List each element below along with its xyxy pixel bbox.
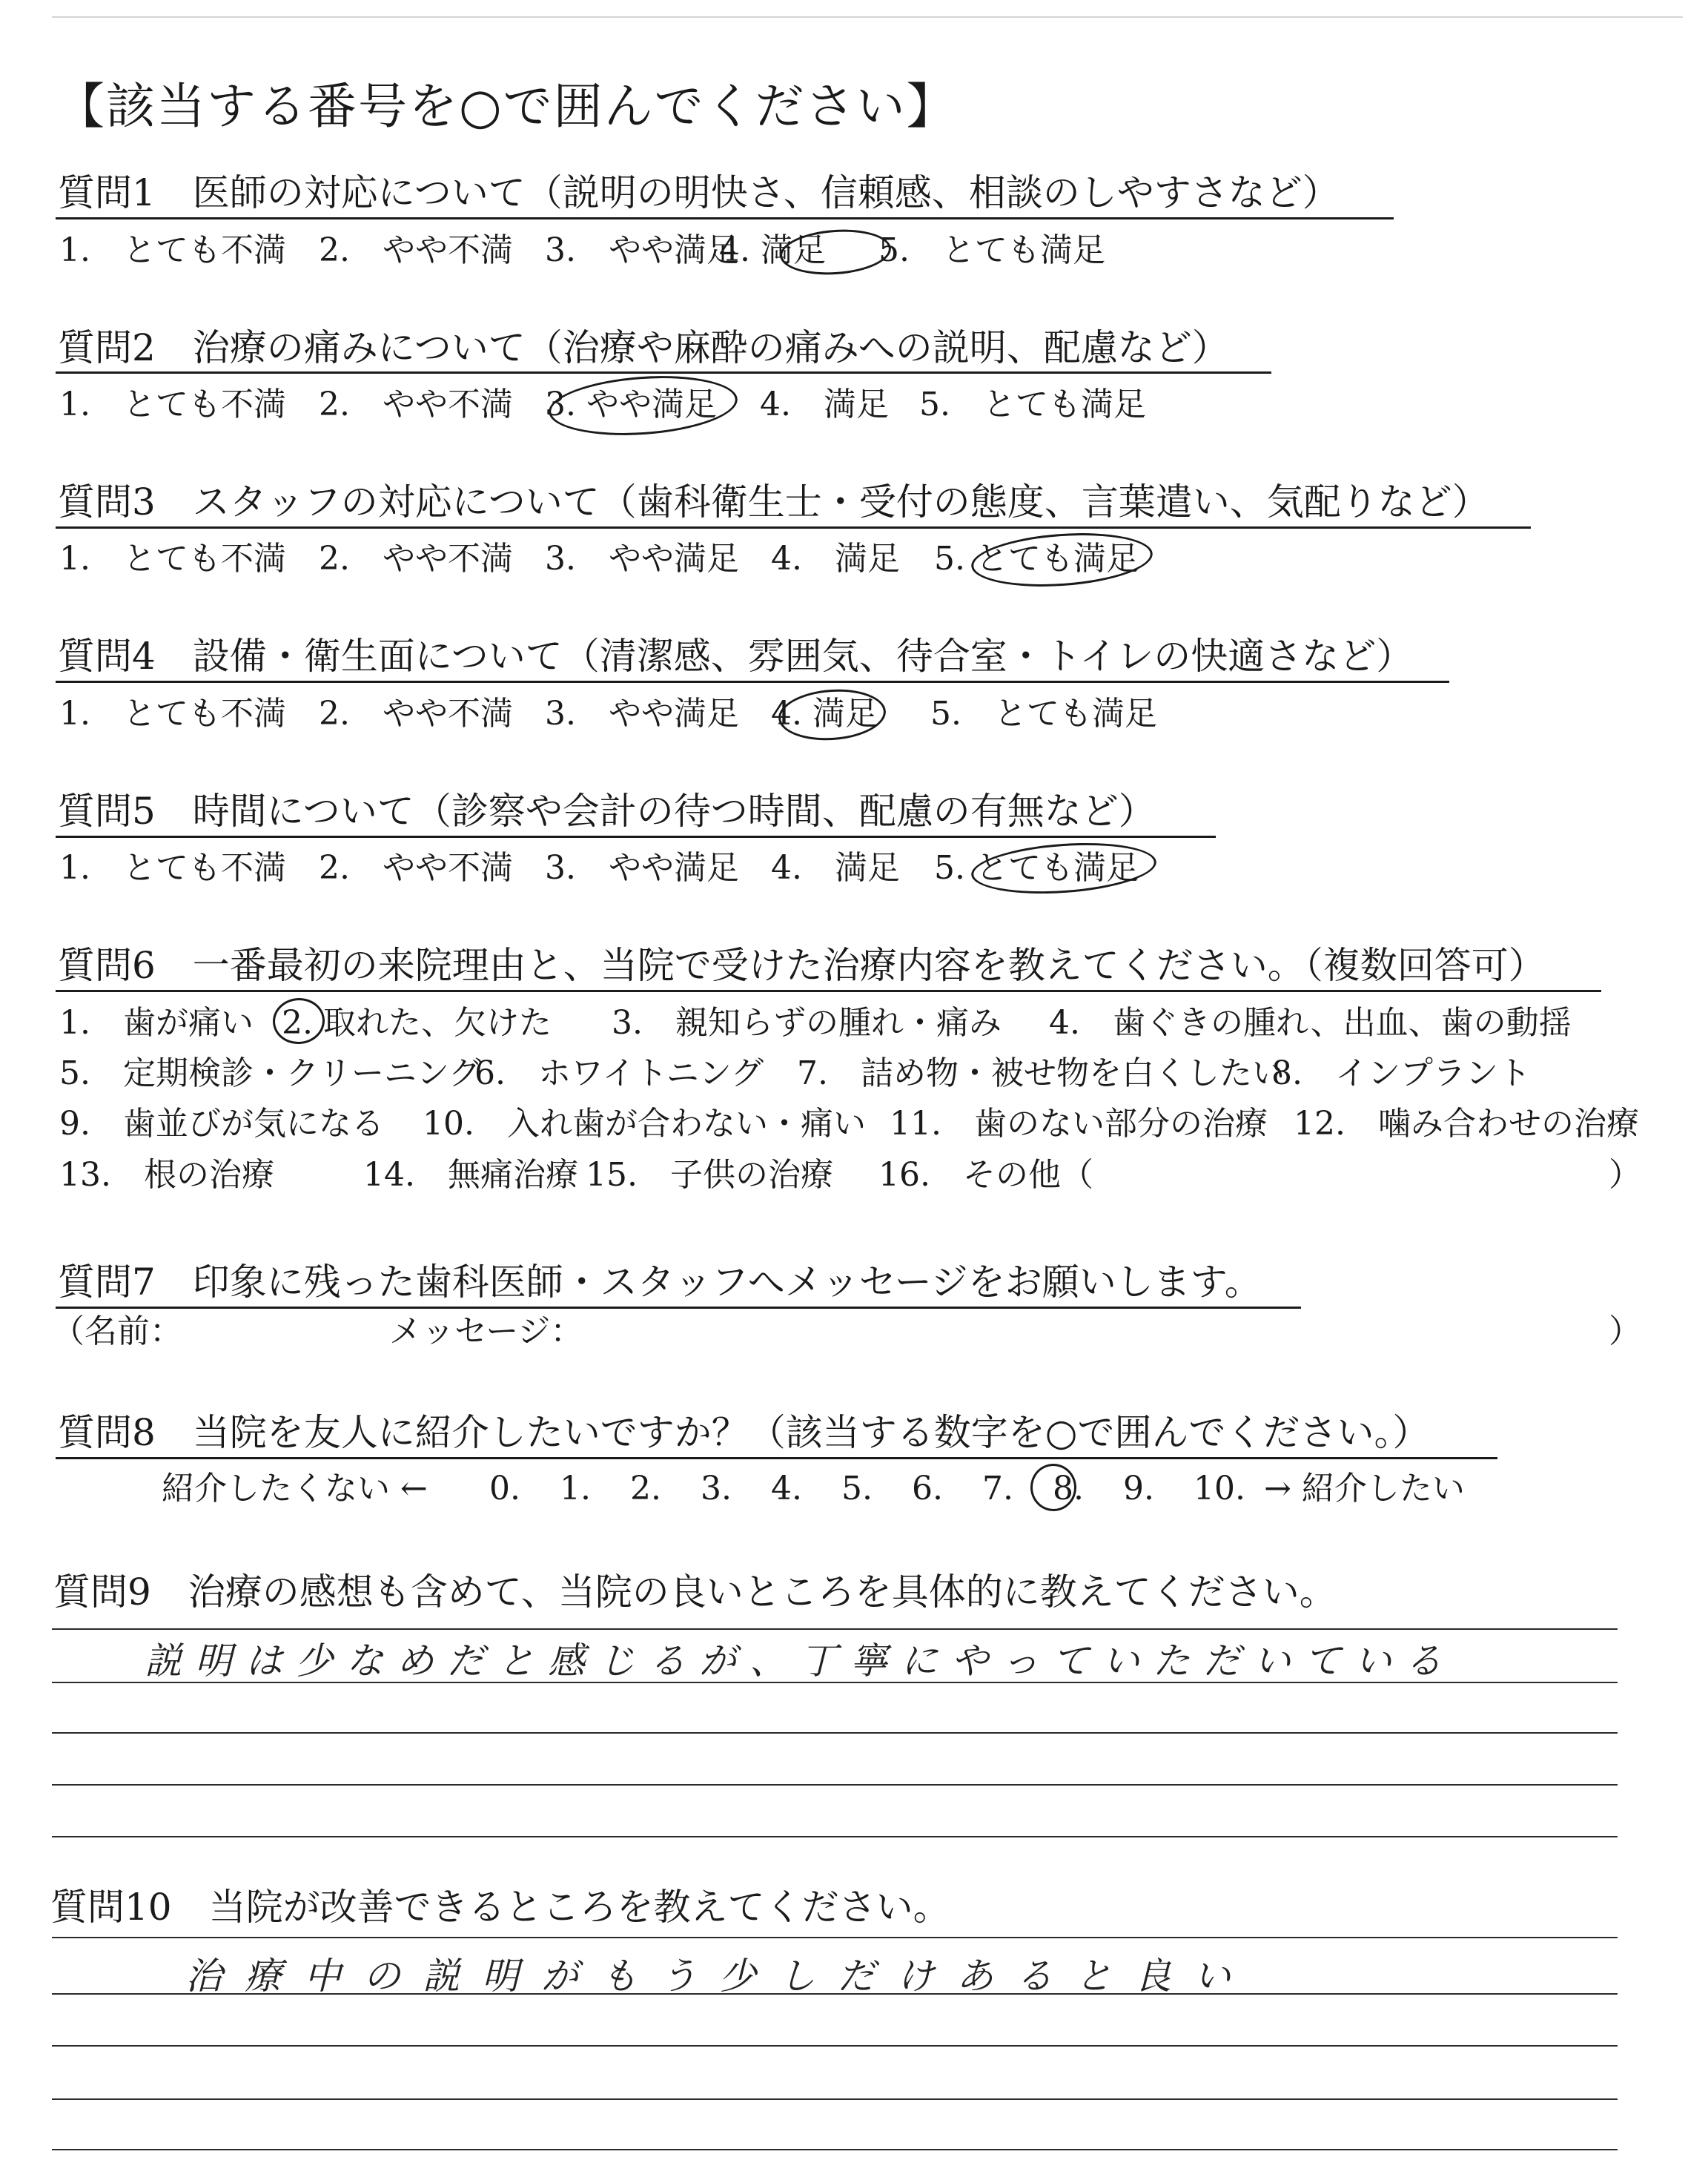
question-9-title: 質問9 治療の感想も含めて、当院の良いところを具体的に教えてください。 [53, 1571, 1337, 1614]
q3-option-1[interactable]: 1. とても不満 [59, 540, 286, 578]
q6-option-11[interactable]: 11. 歯のない部分の治療 [890, 1105, 1268, 1143]
q8-value-7[interactable]: 7. [982, 1470, 1013, 1507]
q3-option-4[interactable]: 4. 満足 [771, 540, 900, 578]
q4-option-5[interactable]: 5. とても満足 [930, 695, 1157, 733]
q9-answer-line-2 [52, 1682, 1618, 1683]
q2-option-2[interactable]: 2. やや不満 [319, 386, 513, 423]
q6-option-5[interactable]: 5. 定期検診・クリーニング [59, 1054, 482, 1092]
q5-selection-circle [970, 837, 1158, 899]
q2-option-1[interactable]: 1. とても不満 [59, 386, 286, 423]
q8-value-0[interactable]: 0. [489, 1470, 520, 1507]
question-4-title: 質問4 設備・衛生面について（清潔感、雰囲気、待合室・トイレの快適さなど） [58, 635, 1414, 678]
q6-row-2 [59, 1053, 1531, 1094]
q10-answer-line-3 [52, 2045, 1618, 2047]
q10-handwritten-answer: 治療中の説明がもう少しだけあると良い [185, 1955, 1253, 1998]
q5-option-4[interactable]: 4. 満足 [771, 849, 900, 887]
q8-right-label: → 紹介したい [1264, 1470, 1465, 1507]
q1-option-2[interactable]: 2. やや不満 [319, 231, 513, 269]
q9-answer-line-3 [52, 1732, 1618, 1734]
q6-option-10[interactable]: 10. 入れ歯が合わない・痛い [423, 1105, 866, 1143]
question-5-title: 質問5 時間について（診察や会計の待つ時間、配慮の有無など） [58, 790, 1156, 833]
q7-name-label: （名前： [52, 1312, 182, 1350]
question-10-title: 質問10 当院が改善できるところを教えてください。 [50, 1886, 950, 1929]
question-4-options [59, 693, 1157, 735]
question-7-underline [56, 1307, 1301, 1309]
q6-option-12[interactable]: 12. 噛み合わせの治療 [1294, 1105, 1639, 1143]
question-5-underline [56, 836, 1216, 838]
question-1-title: 質問1 医師の対応について（説明の明快さ、信頼感、相談のしやすさなど） [58, 171, 1340, 214]
q6-option-13[interactable]: 13. 根の治療 [59, 1156, 274, 1194]
q6-option-3[interactable]: 3. 親知らずの腫れ・痛み [612, 1004, 1002, 1042]
q9-answer-line-1 [52, 1628, 1618, 1630]
question-3-title: 質問3 スタッフの対応について（歯科衛生士・受付の態度、言葉遣い、気配りなど） [58, 480, 1489, 524]
q1-option-5[interactable]: 5. とても満足 [878, 231, 1105, 269]
q1-option-4[interactable]: 4. 満足 [719, 231, 826, 269]
q3-option-5[interactable]: 5. とても満足 [934, 540, 1139, 578]
question-4-underline [56, 681, 1449, 683]
question-6-title: 質問6 一番最初の来院理由と、当院で受けた治療内容を教えてください。（複数回答可） [58, 944, 1546, 987]
q8-value-5[interactable]: 5. [841, 1470, 873, 1507]
q10-answer-line-5 [52, 2149, 1618, 2150]
q6-option-4[interactable]: 4. 歯ぐきの腫れ、出血、歯の動揺 [1049, 1004, 1572, 1042]
q6-option-8[interactable]: 8. インプラント [1271, 1054, 1531, 1092]
q2-option-5[interactable]: 5. とても満足 [919, 386, 1146, 423]
question-1-options [59, 230, 1105, 271]
question-6-underline [56, 990, 1601, 992]
q5-option-1[interactable]: 1. とても不満 [59, 849, 286, 887]
q4-option-2[interactable]: 2. やや不満 [319, 695, 513, 733]
q6-option-1[interactable]: 1. 歯が痛い [59, 1004, 254, 1042]
q3-selection-circle [970, 528, 1154, 592]
question-7-title: 質問7 印象に残った歯科医師・スタッフへメッセージをお願いします。 [58, 1261, 1262, 1304]
question-8-title: 質問8 当院を友人に紹介したいですか？（該当する数字を○で囲んでください。） [58, 1411, 1430, 1454]
question-3-underline [56, 526, 1531, 529]
q8-value-10[interactable]: 10. [1194, 1470, 1245, 1507]
q6-option-15[interactable]: 15. 子供の治療 [586, 1156, 833, 1194]
q2-selection-circle [547, 370, 740, 441]
q8-value-6[interactable]: 6. [912, 1470, 943, 1507]
q6-option-9[interactable]: 9. 歯並びが気になる [59, 1105, 384, 1143]
q3-option-2[interactable]: 2. やや不満 [319, 540, 513, 578]
q10-answer-line-2 [52, 1993, 1618, 1995]
q5-option-2[interactable]: 2. やや不満 [319, 849, 513, 887]
q4-option-1[interactable]: 1. とても不満 [59, 695, 286, 733]
q6-row-3 [59, 1103, 1639, 1145]
q6-option-16[interactable]: 16. その他（ [878, 1156, 1093, 1194]
q7-close-paren: ） [1609, 1312, 1641, 1350]
instruction-heading: 【該当する番号を○で囲んでください】 [56, 78, 957, 135]
question-2-title: 質問2 治療の痛みについて（治療や麻酔の痛みへの説明、配慮など） [58, 326, 1229, 369]
q6-option-7[interactable]: 7. 詰め物・被せ物を白くしたい [797, 1054, 1285, 1092]
q6-option-6[interactable]: 6. ホワイトニング [474, 1054, 764, 1092]
q9-answer-line-5 [52, 1836, 1618, 1837]
q8-value-2[interactable]: 2. [630, 1470, 661, 1507]
question-1-underline [56, 217, 1394, 219]
q6-option-14[interactable]: 14. 無痛治療 [363, 1156, 578, 1194]
q6-other-close-paren: ） [1609, 1156, 1641, 1194]
q4-option-3[interactable]: 3. やや満足 [545, 695, 739, 733]
q3-option-3[interactable]: 3. やや満足 [545, 540, 739, 578]
q1-option-3[interactable]: 3. やや満足 [545, 231, 739, 269]
q2-option-4[interactable]: 4. 満足 [760, 386, 889, 423]
q9-answer-line-4 [52, 1784, 1618, 1786]
q2-option-3[interactable]: 3. やや満足 [545, 386, 717, 423]
question-2-underline [56, 371, 1271, 374]
q9-handwritten-answer: 説明は少なめだと感じるが、丁寧にやっていただいている [145, 1639, 1455, 1682]
q4-option-4[interactable]: 4. 満足 [771, 695, 878, 733]
q6-option-2[interactable]: 2. 取れた、欠けた [282, 1004, 552, 1042]
q6-row-4 [59, 1155, 1093, 1196]
q7-message-label: メッセージ： [389, 1312, 583, 1350]
q10-answer-line-1 [52, 1937, 1618, 1938]
q8-scale [489, 1468, 1245, 1510]
q8-value-4[interactable]: 4. [771, 1470, 802, 1507]
page-top-rule [52, 16, 1683, 18]
q5-option-5[interactable]: 5. とても満足 [934, 849, 1139, 887]
q8-value-9[interactable]: 9. [1123, 1470, 1154, 1507]
q8-value-3[interactable]: 3. [701, 1470, 732, 1507]
q10-answer-line-4 [52, 2098, 1618, 2100]
q8-value-8[interactable]: 8. [1053, 1470, 1084, 1507]
q8-value-1[interactable]: 1. [560, 1470, 591, 1507]
q5-option-3[interactable]: 3. やや満足 [545, 849, 739, 887]
question-8-underline [56, 1457, 1497, 1459]
q1-option-1[interactable]: 1. とても不満 [59, 231, 286, 269]
q8-left-label: 紹介したくない ← [162, 1470, 428, 1507]
